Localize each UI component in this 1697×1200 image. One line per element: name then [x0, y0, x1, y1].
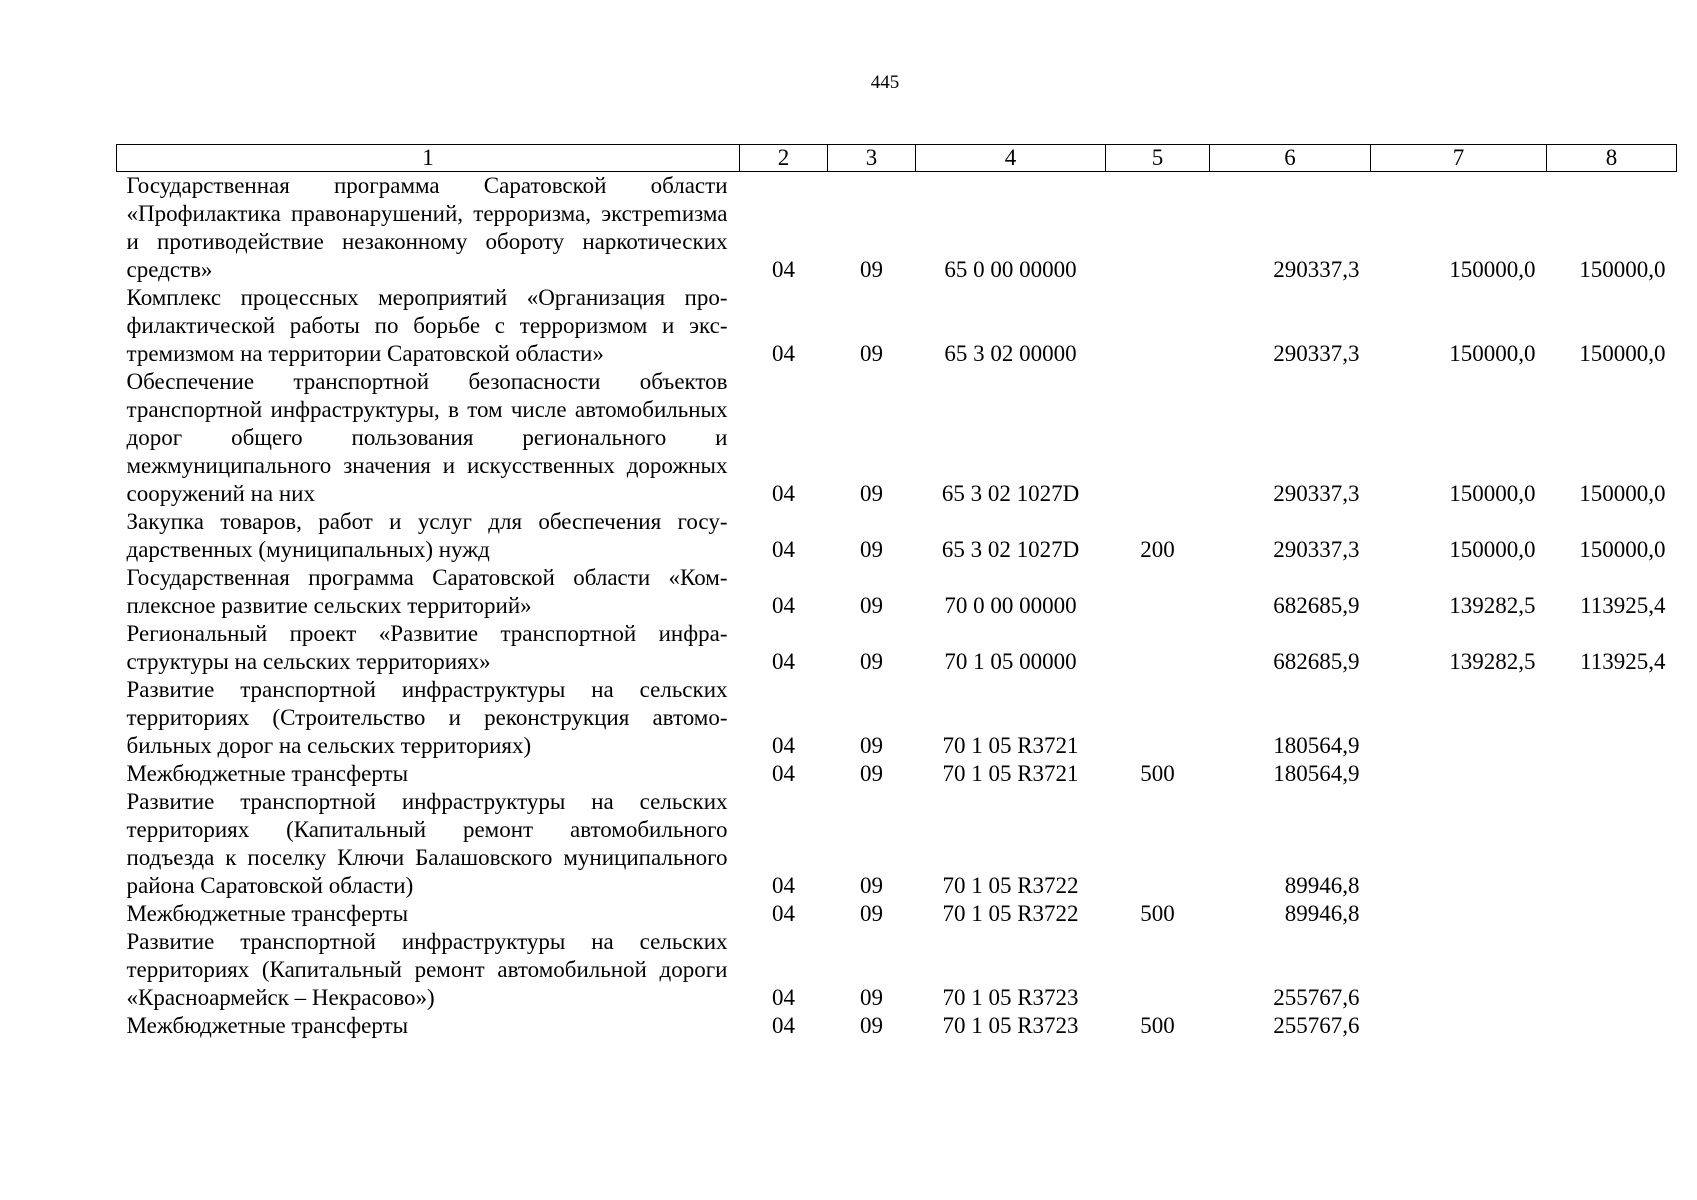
row-amount-col7: 150000,0 — [1449, 537, 1536, 562]
row-description: Межбюджетные трансферты — [126, 901, 409, 926]
row-description: Комплекс процессных мероприятий «Организация профилактической работы по борьбе с терроризмом и экстремизмом на территории Саратовской области» — [126, 285, 728, 366]
column-header-6: 6 — [1210, 145, 1371, 172]
row-amount-col6: 180564,9 — [1273, 733, 1360, 758]
row-subsection-code: 09 — [860, 481, 883, 506]
table-row — [117, 172, 1677, 285]
row-subsection-code: 09 — [860, 733, 883, 758]
row-expense-type-code — [1106, 788, 1210, 900]
row-amount-col8: 150000,0 — [1579, 537, 1666, 562]
row-section-code: 04 — [772, 985, 795, 1010]
row-section-code: 04 — [772, 481, 795, 506]
row-subsection-code: 09 — [860, 901, 883, 926]
row-amount-col7: 150000,0 — [1449, 341, 1536, 366]
row-target-article-code: 65 3 02 1027D — [941, 537, 1080, 562]
row-subsection-code: 09 — [860, 341, 883, 366]
column-header-3: 3 — [828, 145, 916, 172]
table-row — [117, 900, 1677, 928]
row-subsection-code: 09 — [860, 873, 883, 898]
row-target-article-code: 65 3 02 00000 — [944, 341, 1077, 366]
row-amount-col8: 113925,4 — [1580, 649, 1666, 674]
row-amount-col7 — [1371, 928, 1547, 1012]
row-description: Государственная программа Саратовской области «Профилактика правонарушений, терроризма, экстреmизма и противодействие незаконному обороту наркотических средств» — [126, 173, 728, 282]
row-target-article-code: 70 1 05 R3721 — [942, 761, 1079, 786]
row-subsection-code: 09 — [860, 649, 883, 674]
row-amount-col8: 150000,0 — [1579, 481, 1666, 506]
row-target-article-code: 65 3 02 1027D — [941, 481, 1080, 506]
page-number: 445 — [870, 72, 900, 93]
row-amount-col6: 290337,3 — [1273, 341, 1360, 366]
row-description: Развитие транспортной инфраструктуры на сельских территориях (Капитальный ремонт автомобильного подъезда к поселку Ключи Балашовского муниципального района Саратовской области) — [126, 789, 728, 898]
table-row — [117, 368, 1677, 508]
row-amount-col8: 150000,0 — [1579, 257, 1666, 282]
row-target-article-code: 70 0 00 00000 — [944, 593, 1077, 618]
row-subsection-code: 09 — [860, 761, 883, 786]
row-amount-col8 — [1547, 928, 1677, 1012]
column-header-1: 1 — [117, 145, 740, 172]
row-amount-col7 — [1371, 788, 1547, 900]
row-target-article-code: 65 0 00 00000 — [944, 257, 1077, 282]
row-section-code: 04 — [772, 593, 795, 618]
table-row — [117, 676, 1677, 760]
table-row — [117, 1012, 1677, 1040]
row-amount-col7: 139282,5 — [1449, 649, 1536, 674]
column-header-5: 5 — [1106, 145, 1210, 172]
row-expense-type-code — [1106, 676, 1210, 760]
row-subsection-code: 09 — [860, 593, 883, 618]
row-amount-col8 — [1547, 900, 1677, 928]
row-target-article-code: 70 1 05 R3722 — [942, 873, 1079, 898]
table-row — [117, 788, 1677, 900]
table-row — [117, 620, 1677, 676]
row-section-code: 04 — [772, 733, 795, 758]
row-amount-col8: 150000,0 — [1579, 341, 1666, 366]
row-target-article-code: 70 1 05 R3721 — [942, 733, 1079, 758]
row-amount-col8 — [1547, 1012, 1677, 1040]
row-target-article-code: 70 1 05 R3723 — [942, 985, 1079, 1010]
row-amount-col6: 255767,6 — [1273, 985, 1360, 1010]
row-description: Межбюджетные трансферты — [126, 1013, 409, 1038]
row-section-code: 04 — [772, 761, 795, 786]
column-header-8: 8 — [1547, 145, 1677, 172]
row-description: Развитие транспортной инфраструктуры на сельских территориях (Строительство и реконструкция автомобильных дорог на сельских территориях) — [126, 677, 728, 758]
row-amount-col6: 290337,3 — [1273, 257, 1360, 282]
row-expense-type-code — [1106, 928, 1210, 1012]
row-amount-col7: 139282,5 — [1449, 593, 1536, 618]
column-header-7: 7 — [1371, 145, 1547, 172]
table-row — [117, 284, 1677, 368]
row-section-code: 04 — [772, 537, 795, 562]
row-description: Развитие транспортной инфраструктуры на сельских территориях (Капитальный ремонт автомобильной дороги «Красноармейск – Некрасово») — [126, 929, 728, 1010]
row-subsection-code: 09 — [860, 985, 883, 1010]
row-expense-type-code: 500 — [1140, 1013, 1175, 1038]
row-amount-col7: 150000,0 — [1449, 257, 1536, 282]
table-body — [117, 172, 1677, 1041]
row-section-code: 04 — [772, 257, 795, 282]
row-description: Государственная программа Саратовской области «Комплексное развитие сельских территорий» — [126, 565, 728, 618]
row-subsection-code: 09 — [860, 257, 883, 282]
row-amount-col6: 290337,3 — [1273, 481, 1360, 506]
row-section-code: 04 — [772, 1013, 795, 1038]
row-amount-col6: 682685,9 — [1273, 649, 1360, 674]
row-amount-col6: 89946,8 — [1284, 873, 1360, 898]
table-row — [117, 564, 1677, 620]
row-amount-col8 — [1547, 760, 1677, 788]
row-amount-col6: 290337,3 — [1273, 537, 1360, 562]
row-amount-col6: 180564,9 — [1273, 761, 1360, 786]
row-section-code: 04 — [772, 649, 795, 674]
row-amount-col6: 89946,8 — [1284, 901, 1360, 926]
table-row — [117, 760, 1677, 788]
row-description: Обеспечение транспортной безопасности объектов транспортной инфраструктуры, в том числе автомобильных дорог общего пользования регионального и межмуниципального значения и искусственных дорожных сооружений на них — [126, 369, 728, 506]
row-section-code: 04 — [772, 873, 795, 898]
row-expense-type-code: 500 — [1140, 901, 1175, 926]
row-amount-col6: 682685,9 — [1273, 593, 1360, 618]
row-amount-col7 — [1371, 1012, 1547, 1040]
row-expense-type-code — [1106, 564, 1210, 620]
row-expense-type-code: 200 — [1140, 537, 1175, 562]
row-target-article-code: 70 1 05 R3723 — [942, 1013, 1079, 1038]
row-amount-col8: 113925,4 — [1580, 593, 1666, 618]
row-subsection-code: 09 — [860, 537, 883, 562]
row-description: Региональный проект «Развитие транспортной инфраструктуры на сельских территориях» — [126, 621, 728, 674]
row-description: Межбюджетные трансферты — [126, 761, 409, 786]
row-amount-col8 — [1547, 788, 1677, 900]
row-amount-col7: 150000,0 — [1449, 481, 1536, 506]
row-section-code: 04 — [772, 901, 795, 926]
row-amount-col7 — [1371, 760, 1547, 788]
column-header-2: 2 — [740, 145, 828, 172]
row-target-article-code: 70 1 05 R3722 — [942, 901, 1079, 926]
row-section-code: 04 — [772, 341, 795, 366]
row-expense-type-code: 500 — [1140, 761, 1175, 786]
table-row — [117, 928, 1677, 1012]
column-header-4: 4 — [916, 145, 1106, 172]
row-amount-col6: 255767,6 — [1273, 1013, 1360, 1038]
row-expense-type-code — [1106, 172, 1210, 285]
row-amount-col7 — [1371, 900, 1547, 928]
budget-table — [116, 144, 1677, 1040]
row-description: Закупка товаров, работ и услуг для обеспечения государственных (муниципальных) нужд — [126, 509, 728, 562]
row-target-article-code: 70 1 05 00000 — [944, 649, 1077, 674]
header-row — [117, 145, 1677, 172]
row-subsection-code: 09 — [860, 1013, 883, 1038]
row-expense-type-code — [1106, 620, 1210, 676]
row-expense-type-code — [1106, 368, 1210, 508]
row-expense-type-code — [1106, 284, 1210, 368]
row-amount-col8 — [1547, 676, 1677, 760]
table-row — [117, 508, 1677, 564]
row-amount-col7 — [1371, 676, 1547, 760]
